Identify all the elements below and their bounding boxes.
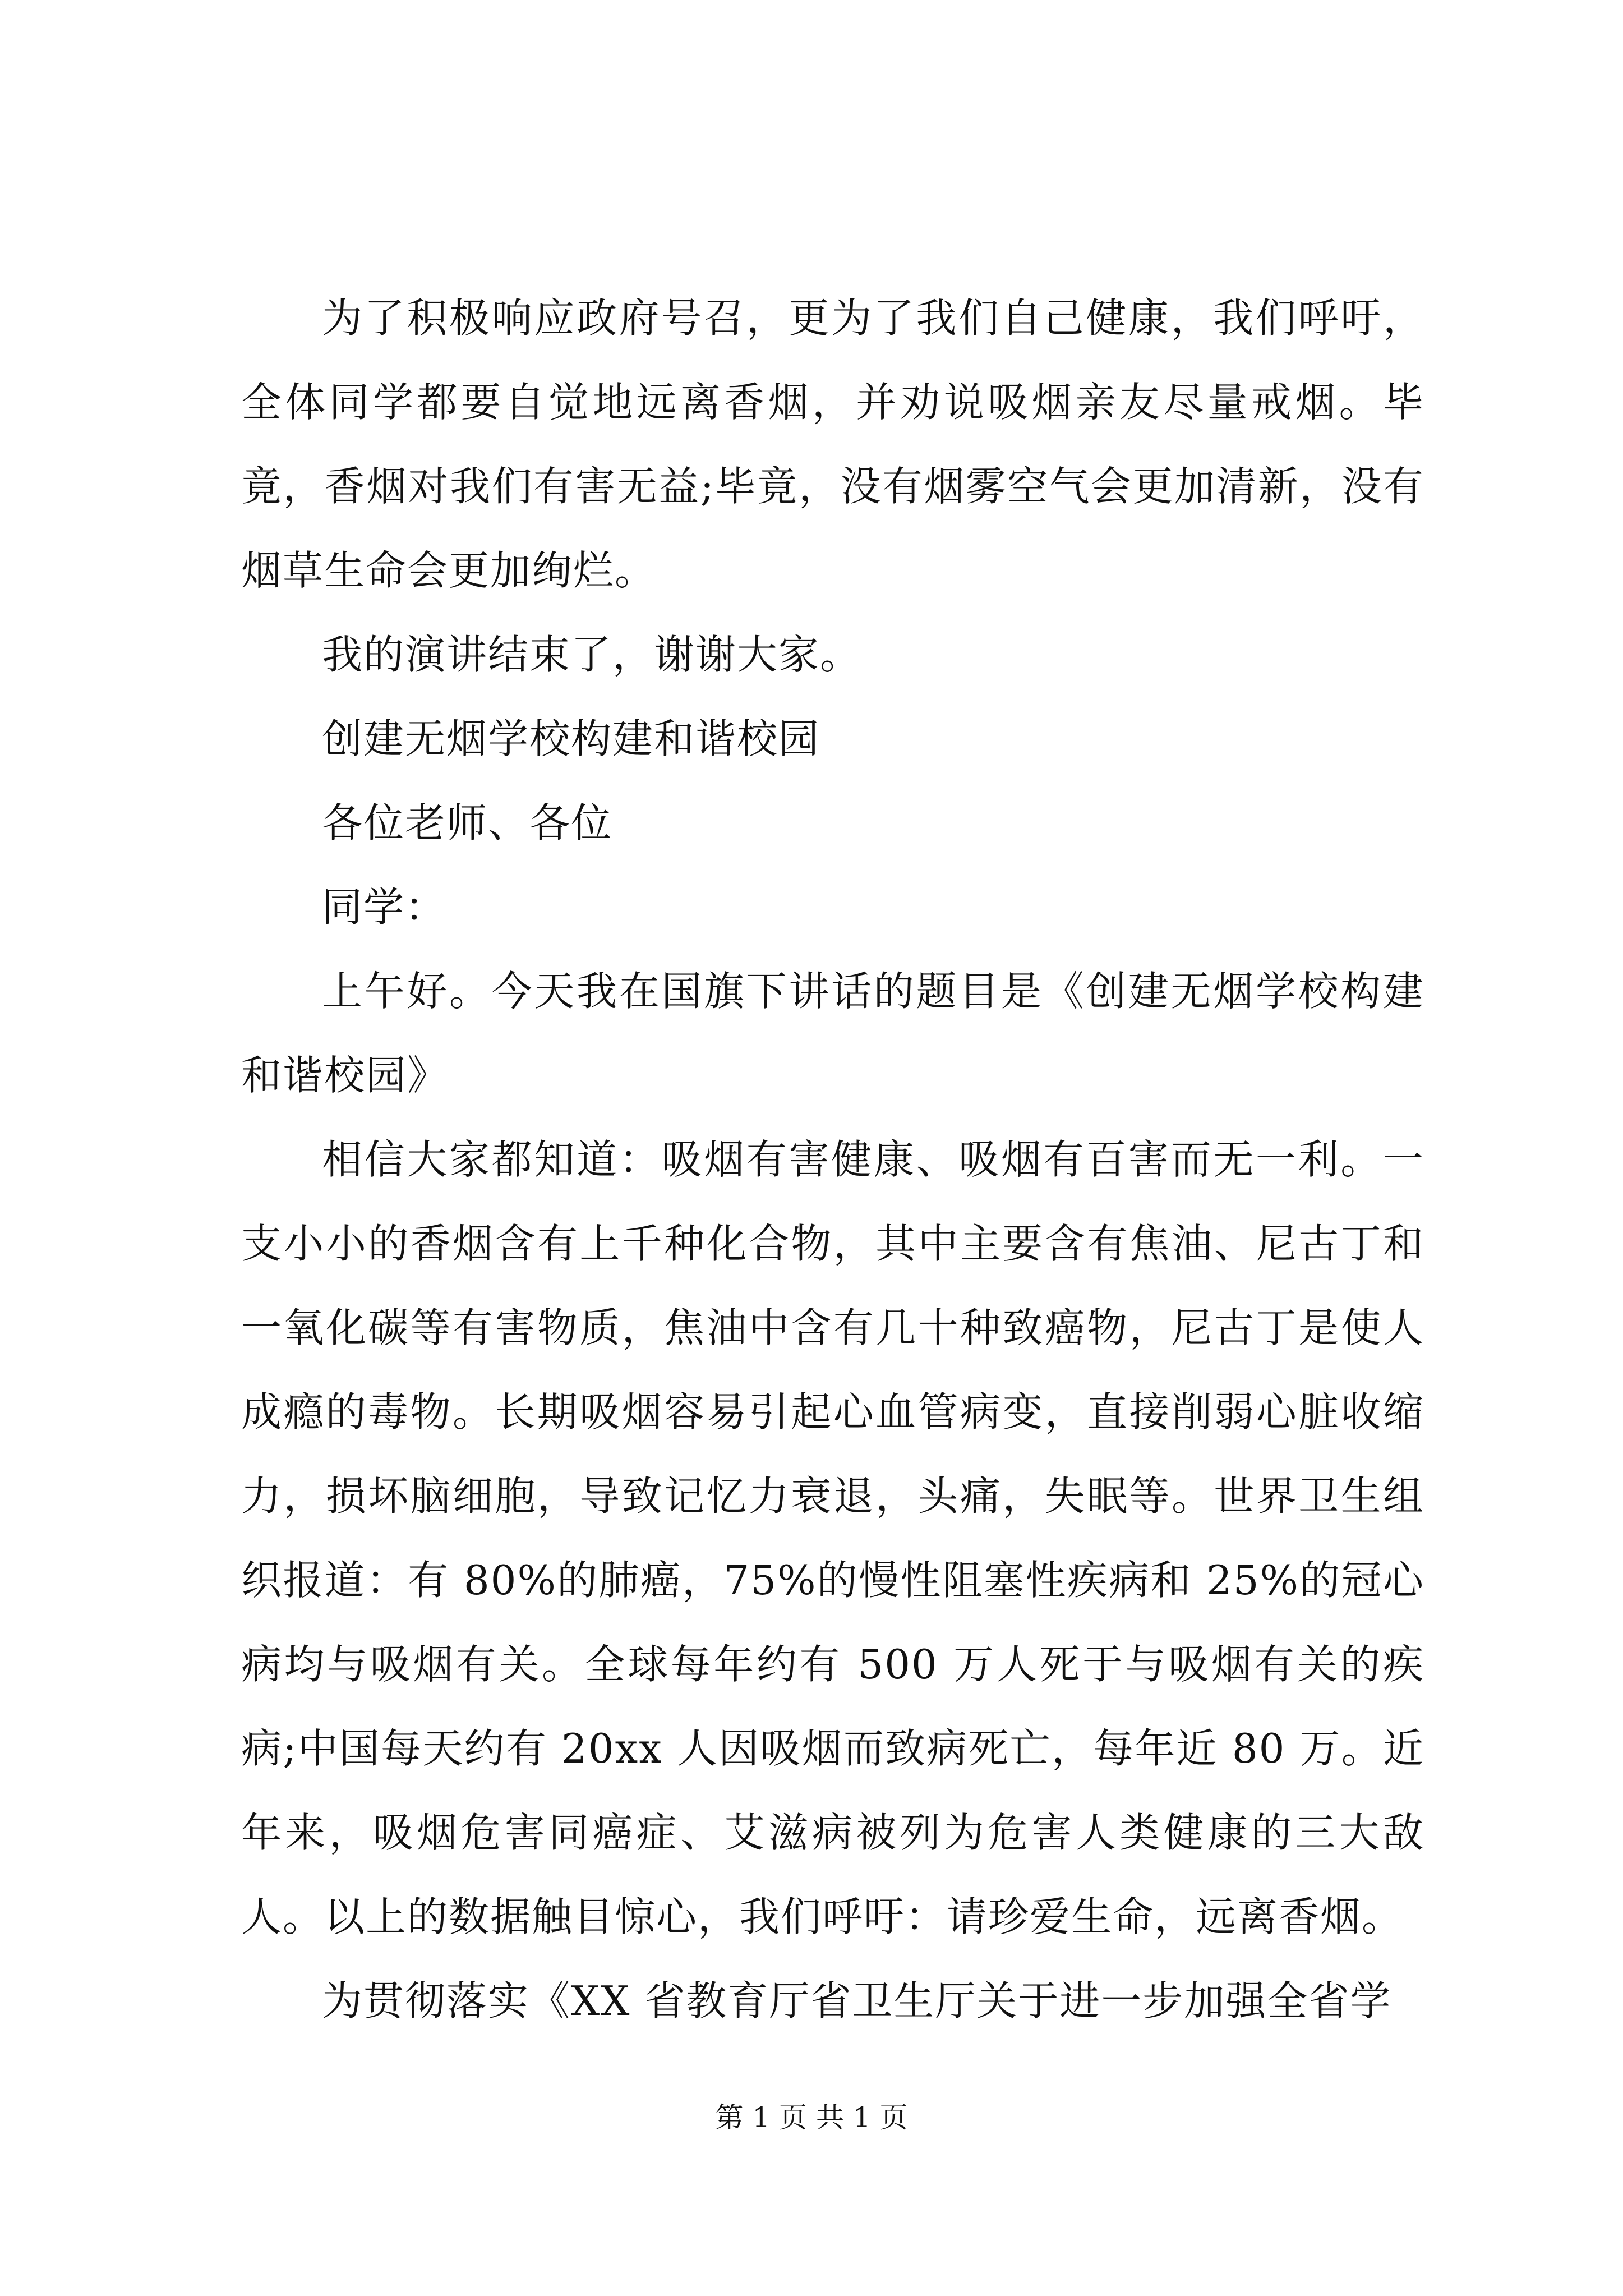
speech-title: 创建无烟学校构建和谐校园 <box>322 715 820 762</box>
document-body <box>241 276 1424 2043</box>
salutation-line: 各位老师、各位 <box>322 799 613 846</box>
salutation-students: 同学： <box>322 884 447 931</box>
paragraph-call-to-action: 为了积极响应政府号召，更为了我们自己健康，我们呼吁，全体同学都要自觉地远离香烟，并劝说吸烟亲友尽量戒烟。毕竟，香烟对我们有害无益;毕竟，没有烟雾空气会更加清新，没有烟草生命会更加绚烂。 <box>241 295 1424 594</box>
paragraph-greeting: 上午好。今天我在国旗下讲话的题目是《创建无烟学校构建和谐校园》 <box>241 968 1424 1099</box>
paragraph-smoking-harm: 相信大家都知道：吸烟有害健康、吸烟有百害而无一利。一支小小的香烟含有上千种化合物，其中主要含有焦油、尼古丁和一氧化碳等有害物质，焦油中含有几十种致癌物，尼古丁是使人成瘾的毒物。长期吸烟容易引起心血管病变，直接削弱心脏收缩力，损坏脑细胞，导致记忆力衰退，头痛，失眠等。世界卫生组织报道：有 80%的肺癌，75%的慢性阻塞性疾病和 25%的冠心病均与吸烟有关。全球每年约有 500 万人死于与吸烟有关的疾病;中国每天约有 20xx 人因吸烟而致病死亡，每年近 80 万。近年来，吸烟危害同癌症、艾滋病被列为危害人类健康的三大敌人。以上的数据触目惊心，我们呼吁：请珍爱生命，远离香烟。 <box>241 1136 1424 1940</box>
page-footer: 第 1 页 共 1 页 <box>715 2101 908 2134</box>
paragraph-closing: 我的演讲结束了，谢谢大家。 <box>322 631 862 678</box>
paragraph-policy: 为贯彻落实《XX 省教育厅省卫生厅关于进一步加强全省学 <box>322 1977 1392 2024</box>
